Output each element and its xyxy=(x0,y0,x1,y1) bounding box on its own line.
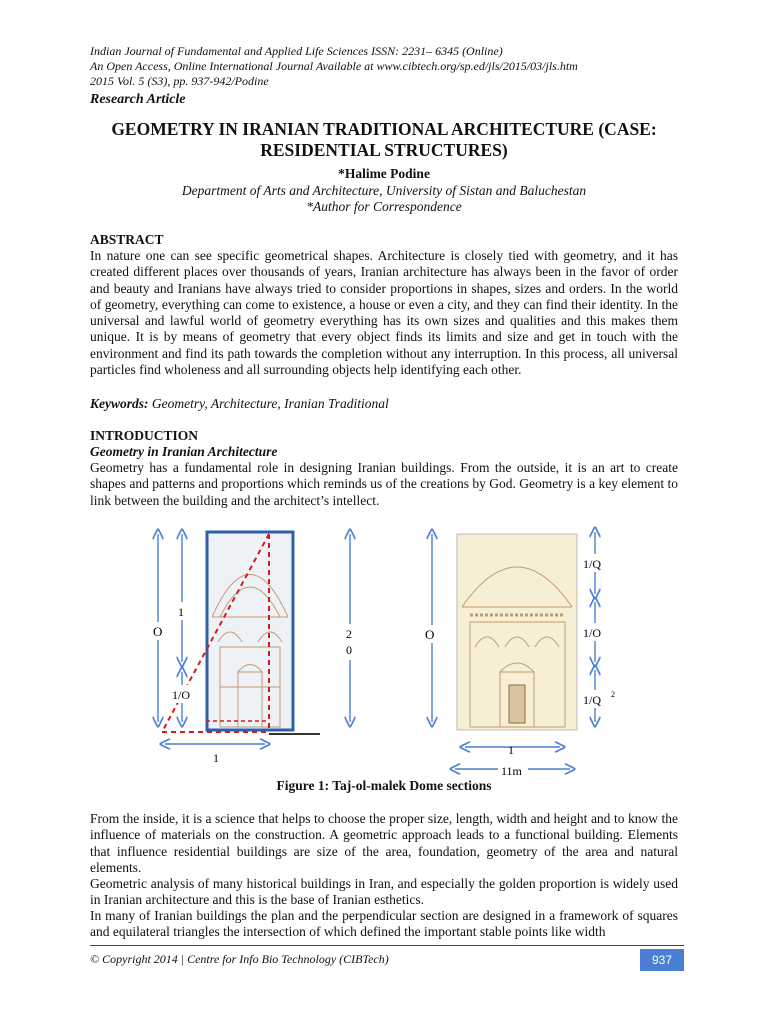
journal-line-3: 2015 Vol. 5 (S3), pp. 937-942/Podine xyxy=(90,74,269,88)
keywords-text: Geometry, Architecture, Iranian Traditional xyxy=(151,396,389,411)
abstract-heading: ABSTRACT xyxy=(90,232,164,247)
body-paragraph-1: From the inside, it is a science that helps to choose the proper size, length, width and height and to know the influence of materials on the construction. A geometric approach leads to a functional building. Elements that influence residential buildings are size of the area, foundation, geometry of the area and natural elements. xyxy=(90,811,678,875)
introduction-heading: INTRODUCTION xyxy=(90,428,199,443)
right-label-eleven-m: 11m xyxy=(501,764,522,778)
right-label-o: O xyxy=(425,627,435,642)
abstract-text: In nature one can see specific geometrical shapes. Architecture is closely tied with geometry, and it has created different places over thousands of years, Iranian architecture has always been in the favor of order and beauty and Iranians have always tried to consider proportions in shapes, sizes and orders. In the world of geometry, everything can come to existence, a house or even a city, and they can find their identity. In the universal and lawful world of geometry everything has its own sizes and qualities and this makes them unique. It is by means of geometry that every object finds its limits and size and get in touch with the environment and find its path towards the completion without any interruption. In this process, all universal particles find wholeness and all surrounding objects help identifying each other. xyxy=(90,248,678,378)
left-label-bottom-one: 1 xyxy=(213,751,219,765)
right-section-drawing xyxy=(420,532,615,778)
right-label-q2: 1/O xyxy=(583,626,601,640)
left-label-two: 2 xyxy=(346,627,352,641)
introduction-subheading: Geometry in Iranian Architecture xyxy=(90,444,278,459)
right-label-superscript: 2 xyxy=(611,690,615,699)
left-label-zero: 0 xyxy=(346,643,352,657)
journal-line-1: Indian Journal of Fundamental and Applied Life Sciences ISSN: 2231– 6345 (Online) xyxy=(90,44,503,58)
footer-divider xyxy=(90,945,684,946)
left-label-o: O xyxy=(153,624,163,639)
affiliation: Department of Arts and Architecture, University of Sistan and Baluchestan xyxy=(181,183,587,198)
page-number: 937 xyxy=(640,949,684,971)
figure-taj-ol-malek xyxy=(140,522,615,782)
paper-title: GEOMETRY IN IRANIAN TRADITIONAL ARCHITECTURE (CASE: RESIDENTIAL STRUCTURES) xyxy=(111,119,657,160)
left-label-one: 1 xyxy=(178,605,184,619)
author-name: *Halime Podine xyxy=(338,166,430,181)
body-paragraph-2: Geometric analysis of many historical buildings in Iran, and especially the golden proportion is widely used in Iranian architecture and this is the base of Iranian esthetics. xyxy=(90,876,678,908)
journal-line-2: An Open Access, Online International Journal Available at www.cibtech.org/sp.ed/jls/2015/03/jls.htm xyxy=(90,59,578,73)
footer-copyright: © Copyright 2014 | Centre for Info Bio Technology (CIBTech) xyxy=(90,952,389,966)
right-label-q3: 1/Q xyxy=(583,693,601,707)
left-section-drawing xyxy=(146,532,358,765)
keywords-label: Keywords: xyxy=(90,396,149,411)
correspondence-note: *Author for Correspondence xyxy=(306,199,462,214)
body-paragraph-3: In many of Iranian buildings the plan and the perpendicular section are designed in a framework of squares and equilateral triangles the intersection of which defined the important stable points like width xyxy=(90,908,678,940)
left-label-one-over-o: 1/O xyxy=(172,688,190,702)
right-label-q1: 1/Q xyxy=(583,557,601,571)
figure-caption: Figure 1: Taj-ol-malek Dome sections xyxy=(276,778,492,793)
right-label-bottom-one: 1 xyxy=(508,743,514,757)
article-type: Research Article xyxy=(90,92,186,107)
intro-paragraph: Geometry has a fundamental role in designing Iranian buildings. From the outside, it is an art to create shapes and patterns and proportions which reminds us of the creations by God. Geometry is a key element to link between the building and the architect’s intellect. xyxy=(90,460,678,508)
keywords xyxy=(90,396,389,412)
